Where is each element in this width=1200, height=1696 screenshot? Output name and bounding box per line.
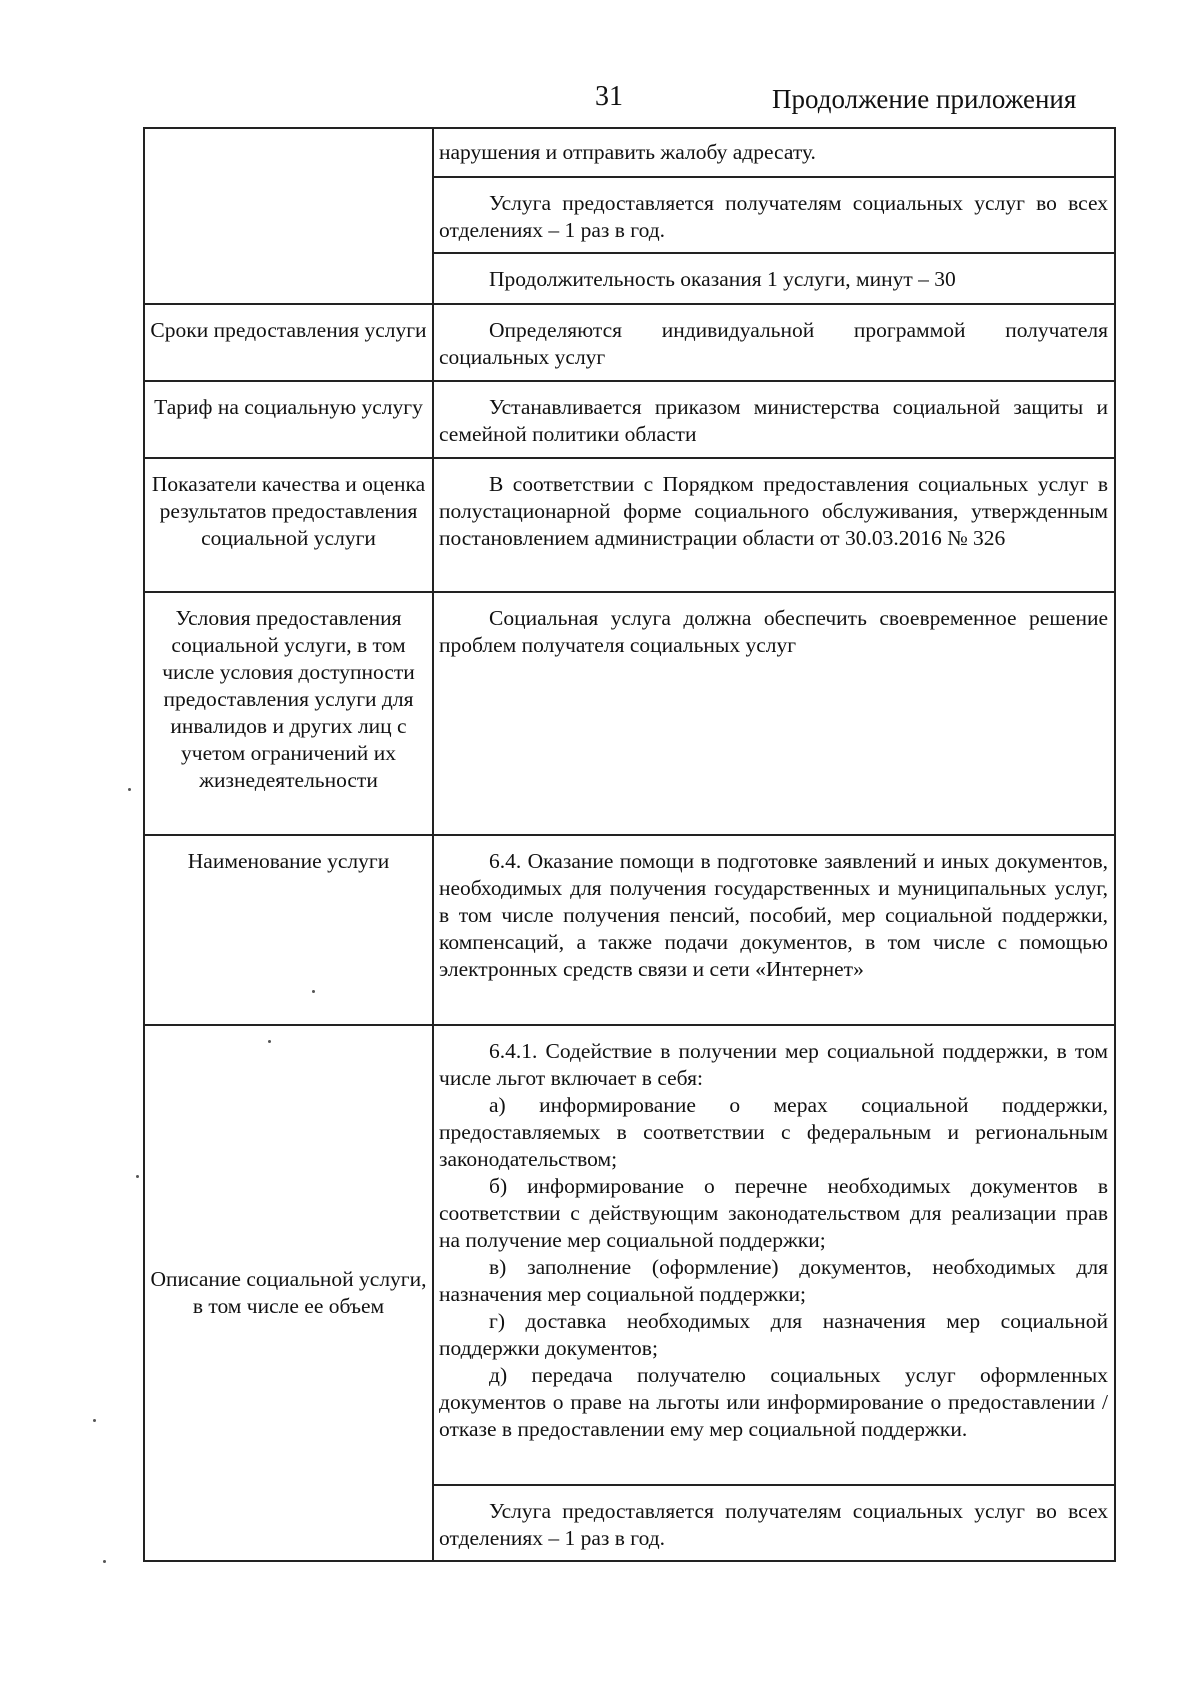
scan-speck xyxy=(312,990,315,993)
cell-text: Устанавливается приказом министерства социальной защиты и семейной политики области xyxy=(439,395,1108,446)
cell-text: нарушения и отправить жалобу адресату. xyxy=(439,140,816,164)
description-paragraph: г) доставка необходимых для назначения мер социальной поддержки документов; xyxy=(439,1309,1108,1360)
cell-text: Продолжительность оказания 1 услуги, минут – 30 xyxy=(489,267,956,291)
cell-text: Услуга предоставляется получателям социальных услуг во всех отделениях – 1 раз в год. xyxy=(439,191,1108,242)
table-cell xyxy=(433,1025,1115,1485)
table-row xyxy=(144,128,1115,177)
cell-text: Услуга предоставляется получателям социальных услуг во всех отделениях – 1 раз в год. xyxy=(439,1499,1108,1550)
table-row xyxy=(144,458,1115,592)
running-title: Продолжение приложения xyxy=(772,84,1077,114)
table-cell xyxy=(433,304,1115,381)
table-cell xyxy=(433,253,1115,304)
table-cell xyxy=(433,381,1115,458)
page-number: 31 xyxy=(595,81,623,112)
table-row xyxy=(144,304,1115,381)
scan-speck xyxy=(268,1040,271,1043)
cell-text: Описание социальной услуги, в том числе ее объем xyxy=(150,1267,427,1318)
table-cell xyxy=(433,835,1115,1025)
table-cell xyxy=(433,177,1115,253)
cell-text: В соответствии с Порядком предоставления социальных услуг в полустационарной форме социального обслуживания, утвержденным постановлением администрации области от 30.03.2016 № 326 xyxy=(439,472,1108,550)
table-row xyxy=(144,592,1115,835)
table-cell xyxy=(433,592,1115,835)
row-label-tariff: Тариф на социальную услугу xyxy=(144,381,433,458)
description-paragraph: в) заполнение (оформление) документов, необходимых для назначения мер социальной поддержки; xyxy=(439,1255,1108,1306)
table-cell xyxy=(433,458,1115,592)
scan-speck xyxy=(128,788,131,791)
scan-speck xyxy=(103,1560,106,1563)
description-paragraph: а) информирование о мерах социальной поддержки, предоставляемых в соответствии с федеральным и региональным законодательством; xyxy=(439,1093,1108,1171)
scan-speck xyxy=(136,1175,139,1178)
table-cell xyxy=(433,1485,1115,1561)
cell-text: Социальная услуга должна обеспечить своевременное решение проблем получателя социальных услуг xyxy=(439,606,1108,657)
scan-speck xyxy=(93,1419,96,1422)
row-label-conditions: Условия предоставления социальной услуги, в том числе условия доступности предоставления услуги для инвалидов и других лиц с учетом ограничений их жизнедеятельности xyxy=(144,592,433,835)
table-row xyxy=(144,835,1115,1025)
description-paragraph: б) информирование о перечне необходимых документов в соответствии с действующим законодательством для реализации прав на получение мер социальной поддержки; xyxy=(439,1174,1108,1252)
table-cell xyxy=(433,128,1115,177)
description-paragraph: д) передача получателю социальных услуг оформленных документов о праве на льготы или информирование о предоставлении / отказе в предоставлении ему мер социальной поддержки. xyxy=(439,1363,1108,1441)
cell-text: Определяются индивидуальной программой получателя социальных услуг xyxy=(439,318,1108,369)
cell-text: 6.4. Оказание помощи в подготовке заявлений и иных документов, необходимых для получения государственных и муниципальных услуг, в том числе получения пенсий, пособий, мер социальной поддержки, компенсаций, а также подачи документов, в том числе с помощью электронных средств связи и сети «Интернет» xyxy=(439,849,1108,981)
table-row xyxy=(144,1025,1115,1485)
description-paragraph: 6.4.1. Содействие в получении мер социальной поддержки, в том числе льгот включает в себя: xyxy=(439,1039,1108,1090)
row-label-terms: Сроки предоставления услуги xyxy=(144,304,433,381)
empty-left-cell xyxy=(144,128,433,304)
row-label-service-name: Наименование услуги xyxy=(144,835,433,1025)
row-label-quality: Показатели качества и оценка результатов предоставления социальной услуги xyxy=(144,458,433,592)
table-row xyxy=(144,381,1115,458)
service-description-table xyxy=(143,127,1116,1562)
row-label-description xyxy=(144,1025,433,1561)
